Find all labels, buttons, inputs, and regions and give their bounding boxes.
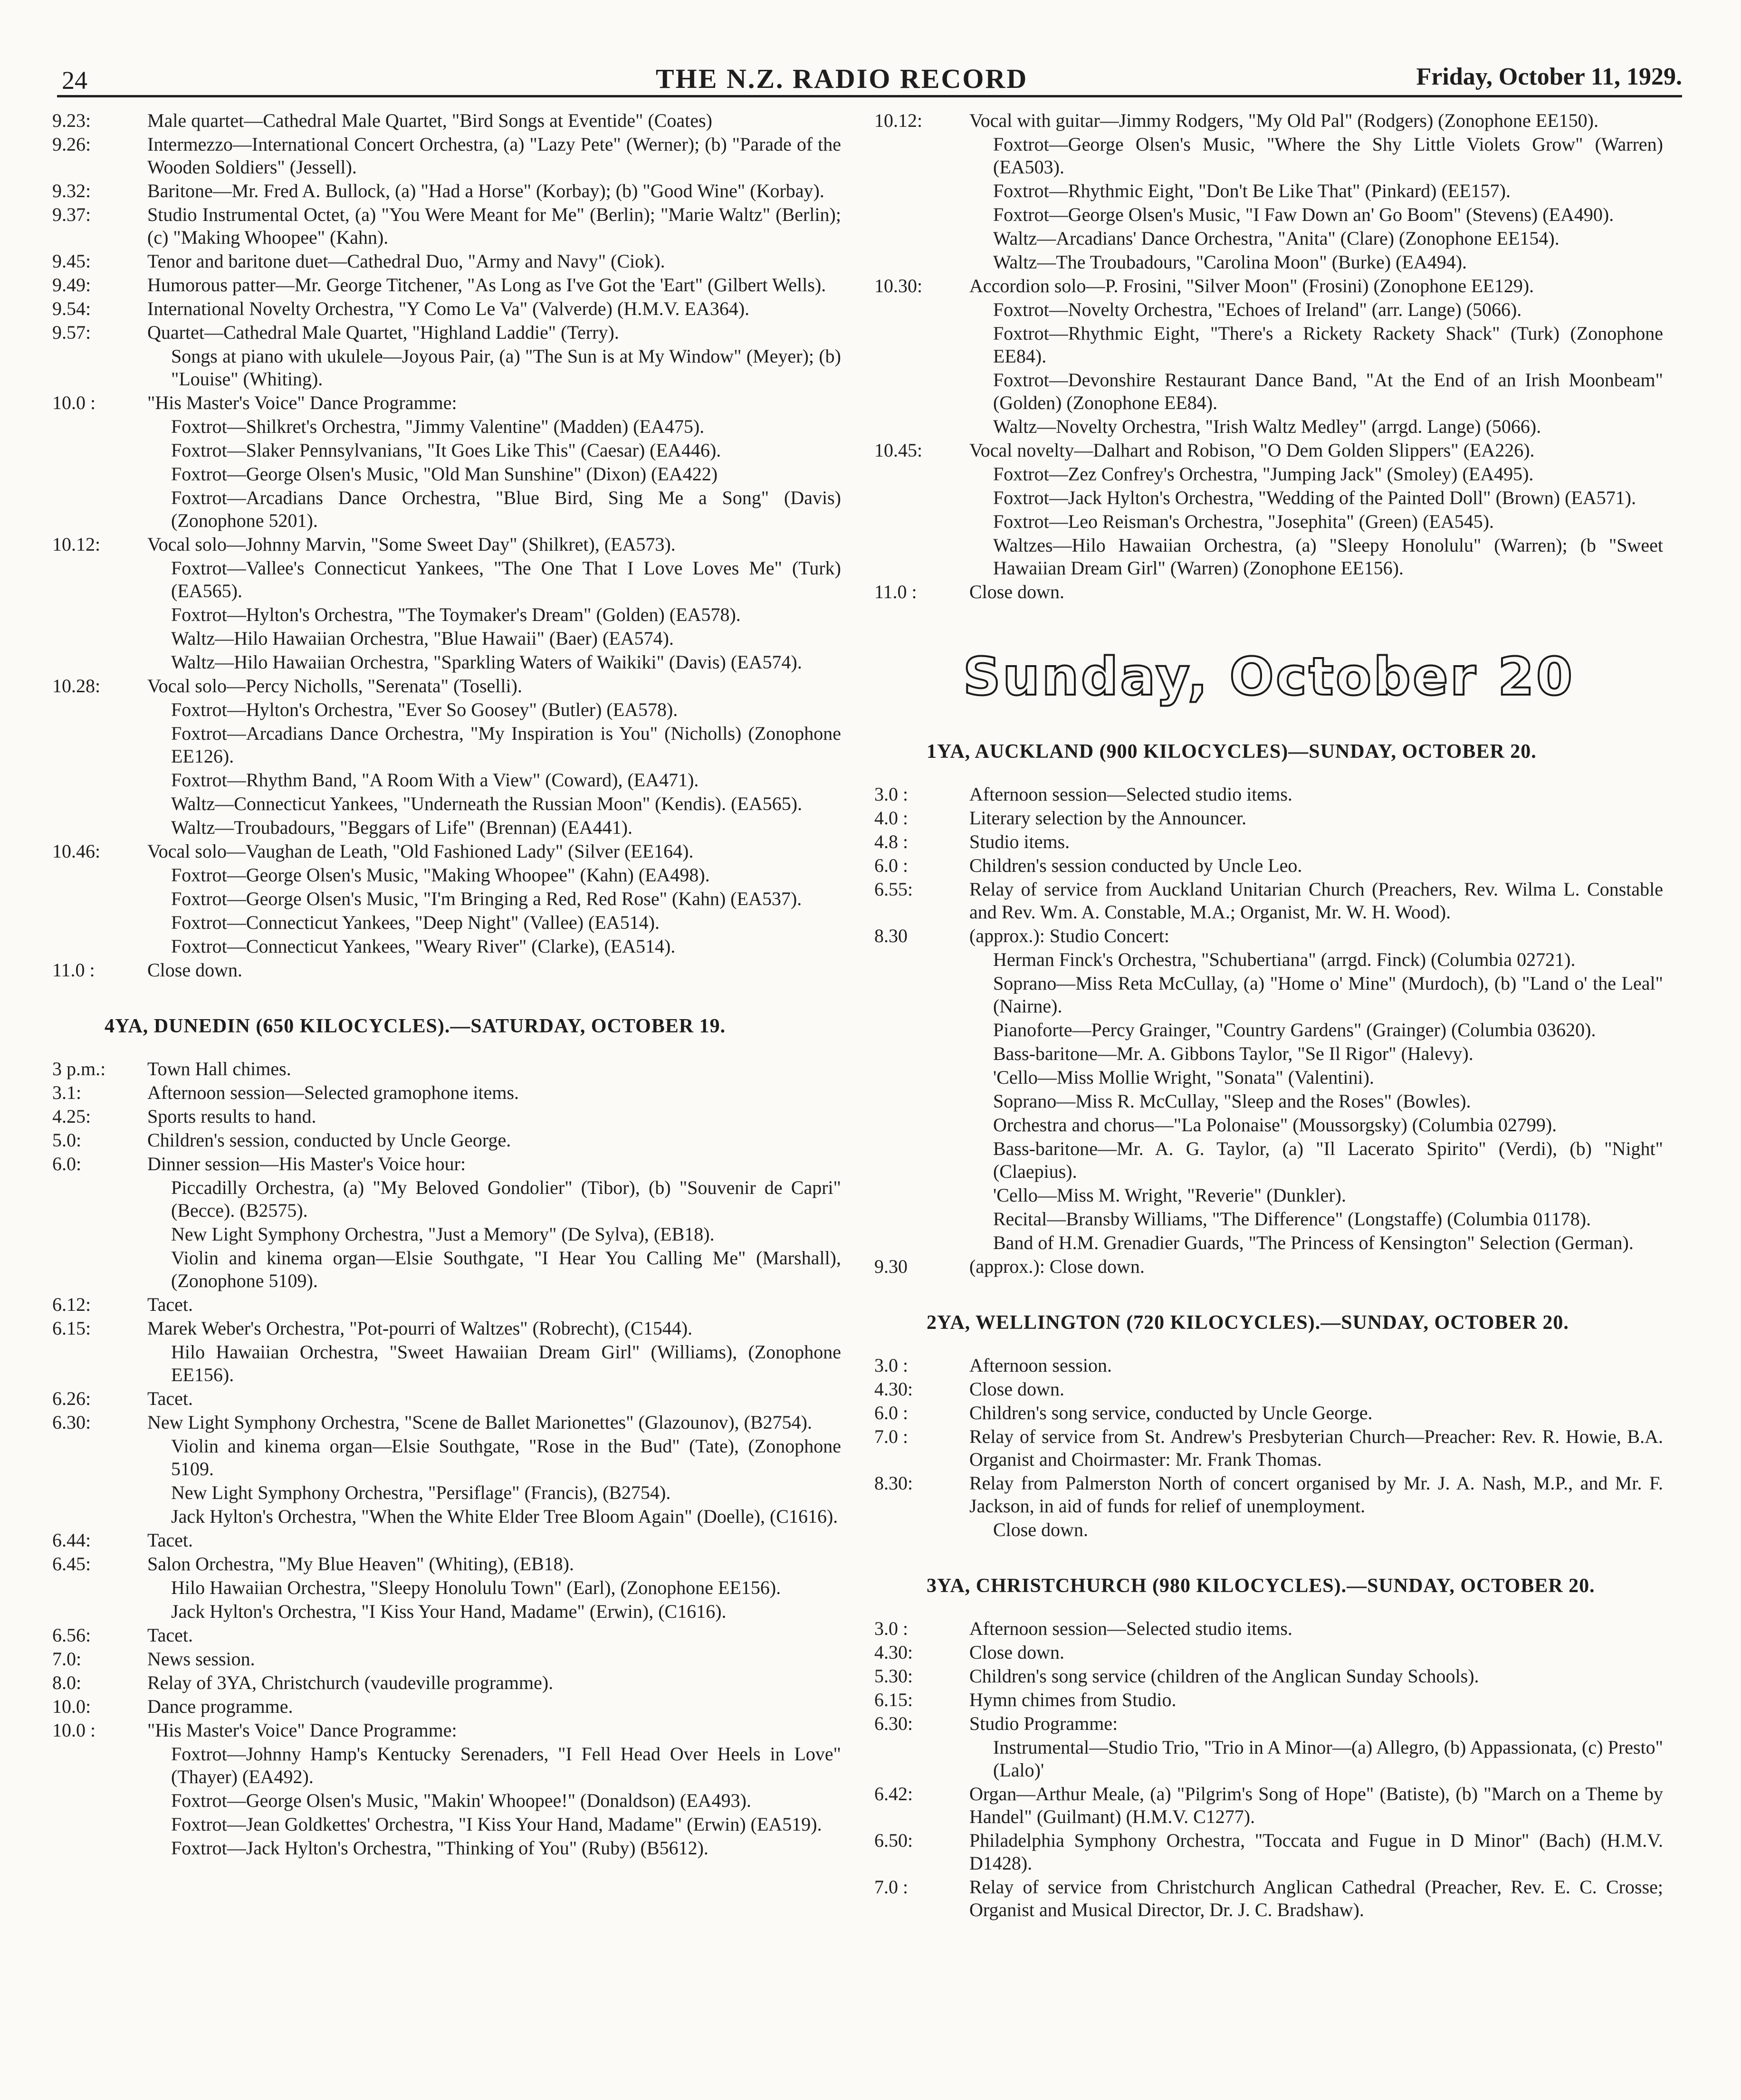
entry-text: Close down.	[147, 959, 242, 981]
entry-text: Dance programme.	[147, 1696, 293, 1717]
programme-entry	[874, 1876, 1663, 1921]
entry-time: 11.0 :	[874, 581, 917, 602]
programme-entry	[52, 1411, 841, 1434]
entry-text: Children's song service (children of the Anglican Sunday Schools).	[969, 1665, 1479, 1687]
programme-subitem: Waltz—Arcadians' Dance Orchestra, "Anita" (Clare) (Zonophone EE154).	[993, 228, 1559, 249]
programme-subitem: Foxtrot—Arcadians Dance Orchestra, "My Inspiration is You" (Nicholls) (Zonophone EE126).	[171, 723, 841, 767]
programme-subitem: Recital—Bransby Williams, "The Difference" (Longstaffe) (Columbia 01178).	[993, 1208, 1591, 1230]
programme-subitem: Foxtrot—George Olsen's Music, "I'm Bringing a Red, Red Rose" (Kahn) (EA537).	[171, 888, 802, 909]
programme-subitem: Waltz—Hilo Hawaiian Orchestra, "Blue Hawaii" (Baer) (EA574).	[171, 628, 674, 649]
programme-subitem: Foxtrot—Hylton's Orchestra, "The Toymaker's Dream" (Golden) (EA578).	[171, 604, 741, 625]
entry-time: 9.26:	[52, 134, 91, 155]
programme-subitem: Jack Hylton's Orchestra, "I Kiss Your Hand, Madame" (Erwin), (C1616).	[171, 1601, 727, 1622]
entry-text: Relay of 3YA, Christchurch (vaudeville programme).	[147, 1672, 554, 1693]
programme-subitem: Foxtrot—Rhythm Band, "A Room With a View" (Coward), (EA471).	[171, 769, 699, 791]
programme-entry	[874, 1425, 1663, 1471]
sunday-heading: Sunday, October 20	[963, 646, 1575, 707]
programme-entry	[874, 925, 1663, 947]
programme-entry	[52, 1387, 841, 1410]
programme-entry	[874, 1255, 1663, 1278]
programme-entry	[52, 1553, 841, 1575]
programme-subitem: 'Cello—Miss M. Wright, "Reverie" (Dunkler).	[993, 1184, 1346, 1206]
programme-subitem: Waltz—Novelty Orchestra, "Irish Waltz Medley" (arrgd. Lange) (5066).	[993, 416, 1541, 437]
programme-entry	[52, 1081, 841, 1104]
entry-text: Vocal with guitar—Jimmy Rodgers, "My Old Pal" (Rodgers) (Zonophone EE150).	[969, 110, 1598, 131]
entry-time: 4.8 :	[874, 831, 909, 852]
programme-entry	[52, 1293, 841, 1316]
programme-subitem: New Light Symphony Orchestra, "Just a Memory" (De Sylva), (EB18).	[171, 1223, 715, 1245]
entry-text: Vocal solo—Vaughan de Leath, "Old Fashioned Lady" (Silver (EE164).	[147, 840, 694, 862]
programme-subitem: Foxtrot—George Olsen's Music, "Old Man Sunshine" (Dixon) (EA422)	[171, 463, 718, 485]
christchurch-list	[874, 1617, 1663, 1921]
entry-time: 4.30:	[874, 1378, 913, 1400]
entry-time: 9.30	[874, 1256, 908, 1277]
auckland-list	[874, 783, 1663, 1278]
programme-subitem: Foxtrot—Shilkret's Orchestra, "Jimmy Valentine" (Madden) (EA475).	[171, 416, 705, 437]
programme-subitem: Foxtrot—Rhythmic Eight, "Don't Be Like That" (Pinkard) (EE157).	[993, 180, 1511, 201]
entry-text: Town Hall chimes.	[147, 1058, 291, 1079]
entry-time: 4.0 :	[874, 807, 909, 829]
saturday-continued-list	[52, 109, 841, 982]
entry-text: Tacet.	[147, 1294, 193, 1315]
programme-subitem: Waltzes—Hilo Hawaiian Orchestra, (a) "Sleepy Honolulu" (Warren); (b "Sweet Hawaiian Dream Girl" (Warren) (Zonophone EE156).	[993, 535, 1663, 579]
programme-subitem: Foxtrot—Jean Goldkettes' Orchestra, "I Kiss Your Hand, Madame" (Erwin) (EA519).	[171, 1814, 822, 1835]
saturday-right-list	[874, 109, 1663, 603]
entry-time: 8.30:	[874, 1472, 913, 1494]
programme-entry	[52, 1105, 841, 1128]
programme-subitem: New Light Symphony Orchestra, "Persiflage" (Francis), (B2754).	[171, 1482, 671, 1503]
entry-text: Sports results to hand.	[147, 1106, 316, 1127]
programme-entry	[874, 1712, 1663, 1735]
publication-title: THE N.Z. RADIO RECORD	[656, 63, 1028, 94]
dunedin-list	[52, 1058, 841, 1860]
entry-text: Tacet.	[147, 1388, 193, 1409]
programme-entry	[874, 1402, 1663, 1424]
entry-time: 6.12:	[52, 1294, 91, 1315]
entry-text: Afternoon session—Selected studio items.	[969, 1618, 1292, 1639]
programme-subitem: Foxtrot—Johnny Hamp's Kentucky Serenaders, "I Fell Head Over Heels in Love" (Thayer) (EA492).	[171, 1743, 841, 1787]
programme-entry	[874, 830, 1663, 853]
programme-entry	[52, 297, 841, 320]
programme-entry	[52, 1058, 841, 1080]
programme-subitem: Foxtrot—Vallee's Connecticut Yankees, "The One That I Love Loves Me" (Turk) (EA565).	[171, 557, 841, 601]
entry-time: 4.25:	[52, 1106, 91, 1127]
programme-subitem: Songs at piano with ukulele—Joyous Pair, (a) "The Sun is at My Window" (Meyer); (b) "Louise" (Whiting).	[171, 345, 841, 390]
programme-subitem: Waltz—Connecticut Yankees, "Underneath the Russian Moon" (Kendis). (EA565).	[171, 793, 803, 814]
entry-text: Accordion solo—P. Frosini, "Silver Moon" (Frosini) (Zonophone EE129).	[969, 275, 1534, 296]
entry-time: 3.0 :	[874, 1618, 909, 1639]
programme-entry	[52, 1671, 841, 1694]
entry-time: 6.15:	[874, 1689, 913, 1710]
programme-subitem: Foxtrot—Hylton's Orchestra, "Ever So Goosey" (Butler) (EA578).	[171, 699, 678, 720]
programme-subitem: Foxtrot—Jack Hylton's Orchestra, "Wedding of the Painted Doll" (Brown) (EA571).	[993, 487, 1636, 508]
entry-time: 3.0 :	[874, 1355, 909, 1376]
entry-time: 9.49:	[52, 274, 91, 296]
entry-time: 8.30	[874, 925, 908, 946]
entry-text: Studio items.	[969, 831, 1070, 852]
entry-text: (approx.): Close down.	[969, 1256, 1145, 1277]
entry-text: Close down.	[969, 581, 1064, 602]
entry-text: Tacet.	[147, 1624, 193, 1646]
station-heading-auckland: 1YA, AUCKLAND (900 KILOCYCLES)—SUNDAY, OCTOBER 20.	[927, 741, 1537, 763]
programme-entry	[52, 1153, 841, 1175]
entry-time: 6.55:	[874, 878, 913, 900]
entry-time: 6.30:	[874, 1713, 913, 1734]
entry-text: Afternoon session—Selected gramophone items.	[147, 1082, 519, 1103]
entry-time: 6.30:	[52, 1412, 91, 1433]
entry-time: 10.30:	[874, 275, 923, 296]
entry-time: 3.0 :	[874, 783, 909, 805]
entry-text: International Novelty Orchestra, "Y Como Le Va" (Valverde) (H.M.V. EA364).	[147, 298, 750, 319]
entry-time: 6.0 :	[874, 855, 909, 876]
programme-subitem: Foxtrot—Jack Hylton's Orchestra, "Thinking of You" (Ruby) (B5612).	[171, 1837, 708, 1859]
programme-entry	[52, 250, 841, 273]
programme-subitem: Herman Finck's Orchestra, "Schubertiana" (arrgd. Finck) (Columbia 02721).	[993, 949, 1576, 970]
entry-text: "His Master's Voice" Dance Programme:	[147, 1719, 457, 1741]
programme-subitem: Foxtrot—Slaker Pennsylvanians, "It Goes Like This" (Caesar) (EA446).	[171, 439, 721, 461]
entry-time: 9.32:	[52, 180, 91, 201]
programme-subitem: Foxtrot—Novelty Orchestra, "Echoes of Ireland" (arr. Lange) (5066).	[993, 299, 1522, 320]
entry-text: Humorous patter—Mr. George Titchener, "As Long as I've Got the 'Eart" (Gilbert Wells).	[147, 274, 826, 296]
left-column	[52, 109, 841, 1861]
entry-text: Afternoon session—Selected studio items.	[969, 783, 1292, 805]
programme-entry	[52, 109, 841, 132]
programme-subitem: Foxtrot—George Olsen's Music, "Making Whoopee" (Kahn) (EA498).	[171, 864, 710, 886]
entry-text: Afternoon session.	[969, 1355, 1112, 1376]
entry-text: Tenor and baritone duet—Cathedral Duo, "Army and Navy" (Ciok).	[147, 250, 665, 272]
entry-time: 6.0 :	[874, 1402, 909, 1423]
entry-time: 11.0 :	[52, 959, 95, 981]
programme-subitem: Jack Hylton's Orchestra, "When the White Elder Tree Bloom Again" (Doelle), (C1616).	[171, 1506, 838, 1527]
entry-text: Close down.	[969, 1642, 1064, 1663]
entry-time: 10.12:	[52, 534, 101, 555]
entry-time: 10.45:	[874, 439, 923, 461]
right-column	[874, 109, 1663, 1922]
station-heading-wellington: 2YA, WELLINGTON (720 KILOCYCLES).—SUNDAY, OCTOBER 20.	[927, 1312, 1569, 1334]
programme-entry	[874, 1829, 1663, 1875]
entry-text: Baritone—Mr. Fred A. Bullock, (a) "Had a Horse" (Korbay); (b) "Good Wine" (Korbay).	[147, 180, 824, 201]
entry-text: Male quartet—Cathedral Male Quartet, "Bird Songs at Eventide" (Coates)	[147, 110, 712, 131]
entry-time: 4.30:	[874, 1642, 913, 1663]
station-heading-dunedin: 4YA, DUNEDIN (650 KILOCYCLES).—SATURDAY, OCTOBER 19.	[105, 1015, 726, 1037]
entry-time: 10.46:	[52, 840, 101, 862]
entry-time: 9.23:	[52, 110, 91, 131]
entry-time: 9.37:	[52, 204, 91, 225]
programme-entry	[874, 783, 1663, 806]
programme-subitem: Foxtrot—Rhythmic Eight, "There's a Rickety Rackety Shack" (Turk) (Zonophone EE84).	[993, 323, 1663, 367]
entry-time: 6.50:	[874, 1830, 913, 1851]
entry-time: 10.0 :	[52, 392, 96, 413]
entry-time: 10.0 :	[52, 1719, 96, 1741]
station-heading-christchurch: 3YA, CHRISTCHURCH (980 KILOCYCLES).—SUNDAY, OCTOBER 20.	[927, 1575, 1595, 1597]
programme-entry	[874, 878, 1663, 924]
programme-entry	[52, 321, 841, 344]
header-rule	[57, 95, 1682, 97]
entry-text: Vocal novelty—Dalhart and Robison, "O Dem Golden Slippers" (EA226).	[969, 439, 1535, 461]
programme-subitem: Foxtrot—Leo Reisman's Orchestra, "Josephita" (Green) (EA545).	[993, 511, 1494, 532]
entry-time: 6.15:	[52, 1317, 91, 1339]
programme-entry	[874, 581, 1663, 603]
page-number: 24	[62, 66, 87, 95]
programme-entry	[52, 959, 841, 982]
entry-text: Dinner session—His Master's Voice hour:	[147, 1153, 466, 1174]
programme-entry	[52, 675, 841, 697]
programme-entry	[52, 1529, 841, 1552]
entry-time: 10.0:	[52, 1696, 91, 1717]
entry-text: Quartet—Cathedral Male Quartet, "Highland Laddie" (Terry).	[147, 322, 619, 343]
programme-subitem: Hilo Hawaiian Orchestra, "Sweet Hawaiian Dream Girl" (Williams), (Zonophone EE156).	[171, 1341, 841, 1385]
programme-entry	[52, 203, 841, 249]
programme-entry	[52, 180, 841, 202]
programme-entry	[874, 807, 1663, 830]
programme-entry	[874, 439, 1663, 462]
entry-time: 3.1:	[52, 1082, 82, 1103]
programme-entry	[874, 1665, 1663, 1688]
programme-subitem: Foxtrot—George Olsen's Music, "Makin' Whoopee!" (Donaldson) (EA493).	[171, 1790, 751, 1811]
entry-time: 7.0 :	[874, 1426, 909, 1447]
entry-text: Relay of service from St. Andrew's Presbyterian Church—Preacher: Rev. R. Howie, B.A. Organist and Choirmaster: Mr. Frank Thomas.	[969, 1426, 1663, 1470]
programme-entry	[52, 1317, 841, 1340]
entry-time: 6.44:	[52, 1529, 91, 1551]
entry-text: Hymn chimes from Studio.	[969, 1689, 1177, 1710]
programme-entry	[874, 275, 1663, 297]
programme-subitem: 'Cello—Miss Mollie Wright, "Sonata" (Valentini).	[993, 1067, 1374, 1088]
entry-text: Relay of service from Christchurch Anglican Cathedral (Preacher, Rev. E. C. Crosse; Organist and Musical Director, Dr. J. C. Bradshaw).	[969, 1876, 1663, 1920]
programme-subitem: Orchestra and chorus—"La Polonaise" (Moussorgsky) (Columbia 02799).	[993, 1114, 1557, 1136]
entry-time: 9.45:	[52, 250, 91, 272]
programme-subitem: Band of H.M. Grenadier Guards, "The Princess of Kensington" Selection (German).	[993, 1232, 1634, 1253]
programme-entry	[874, 1378, 1663, 1401]
programme-entry	[874, 1617, 1663, 1640]
programme-subitem: Pianoforte—Percy Grainger, "Country Gardens" (Grainger) (Columbia 03620).	[993, 1019, 1596, 1040]
entry-time: 5.0:	[52, 1129, 82, 1151]
programme-entry	[874, 109, 1663, 132]
entry-text: New Light Symphony Orchestra, "Scene de Ballet Marionettes" (Glazounov), (B2754).	[147, 1412, 812, 1433]
programme-subitem: Bass-baritone—Mr. A. Gibbons Taylor, "Se Il Rigor" (Halevy).	[993, 1043, 1473, 1064]
entry-text: Studio Programme:	[969, 1713, 1118, 1734]
entry-text: Children's session conducted by Uncle Leo.	[969, 855, 1302, 876]
entry-time: 6.42:	[874, 1783, 913, 1804]
entry-text: Organ—Arthur Meale, (a) "Pilgrim's Song of Hope" (Batiste), (b) "March on a Theme by Handel" (Guilmant) (H.M.V. C1277).	[969, 1783, 1663, 1827]
entry-time: 8.0:	[52, 1672, 82, 1693]
programme-subitem: Violin and kinema organ—Elsie Southgate, "I Hear You Calling Me" (Marshall), (Zonophone 5109).	[171, 1247, 841, 1291]
entry-text: News session.	[147, 1648, 255, 1670]
programme-subitem: Instrumental—Studio Trio, "Trio in A Minor—(a) Allegro, (b) Appassionata, (c) Presto" (Lalo)'	[993, 1737, 1663, 1781]
entry-time: 7.0:	[52, 1648, 82, 1670]
entry-text: Studio Instrumental Octet, (a) "You Were Meant for Me" (Berlin); "Marie Waltz" (Berlin); (c) "Making Whoopee" (Kahn).	[147, 204, 841, 248]
programme-subitem: Violin and kinema organ—Elsie Southgate, "Rose in the Bud" (Tate), (Zonophone 5109.	[171, 1435, 841, 1480]
programme-subitem: Hilo Hawaiian Orchestra, "Sleepy Honolulu Town" (Earl), (Zonophone EE156).	[171, 1577, 781, 1598]
entry-text: Children's song service, conducted by Uncle George.	[969, 1402, 1373, 1423]
programme-entry	[52, 274, 841, 296]
entry-time: 9.57:	[52, 322, 91, 343]
entry-text: Marek Weber's Orchestra, "Pot-pourri of Waltzes" (Robrecht), (C1544).	[147, 1317, 693, 1339]
programme-subitem: Foxtrot—George Olsen's Music, "I Faw Down an' Go Boom" (Stevens) (EA490).	[993, 204, 1614, 225]
entry-time: 5.30:	[874, 1665, 913, 1687]
entry-time: 9.54:	[52, 298, 91, 319]
programme-entry	[52, 391, 841, 414]
programme-subitem: Soprano—Miss R. McCullay, "Sleep and the Roses" (Bowles).	[993, 1090, 1471, 1112]
entry-text: Children's session, conducted by Uncle George.	[147, 1129, 511, 1151]
programme-entry	[52, 1719, 841, 1742]
programme-subitem: Close down.	[993, 1519, 1088, 1540]
entry-time: 6.0:	[52, 1153, 82, 1174]
entry-time: 10.12:	[874, 110, 923, 131]
programme-subitem: Foxtrot—Arcadians Dance Orchestra, "Blue Bird, Sing Me a Song" (Davis) (Zonophone 5201).	[171, 487, 841, 531]
programme-entry	[52, 1695, 841, 1718]
entry-text: (approx.): Studio Concert:	[969, 925, 1170, 946]
wellington-list	[874, 1354, 1663, 1541]
entry-time: 3 p.m.:	[52, 1058, 106, 1079]
entry-text: Salon Orchestra, "My Blue Heaven" (Whiting), (EB18).	[147, 1553, 574, 1575]
programme-entry	[874, 1641, 1663, 1664]
programme-subitem: Bass-baritone—Mr. A. G. Taylor, (a) "Il Lacerato Spirito" (Verdi), (b) "Night" (Claepius).	[993, 1138, 1663, 1182]
entry-time: 10.28:	[52, 675, 101, 697]
entry-text: Intermezzo—International Concert Orchestra, (a) "Lazy Pete" (Werner); (b) "Parade of the Wooden Soldiers" (Jessell).	[147, 134, 841, 178]
entry-text: Tacet.	[147, 1529, 193, 1551]
programme-subitem: Foxtrot—George Olsen's Music, "Where the Shy Little Violets Grow" (Warren) (EA503).	[993, 134, 1663, 178]
entry-time: 6.56:	[52, 1624, 91, 1646]
programme-entry	[874, 854, 1663, 877]
entry-time: 6.26:	[52, 1388, 91, 1409]
entry-time: 7.0 :	[874, 1876, 909, 1898]
entry-text: Vocal solo—Percy Nicholls, "Serenata" (Toselli).	[147, 675, 522, 697]
entry-text: Philadelphia Symphony Orchestra, "Toccata and Fugue in D Minor" (Bach) (H.M.V. D1428).	[969, 1830, 1663, 1874]
programme-entry	[52, 840, 841, 863]
programme-subitem: Soprano—Miss Reta McCullay, (a) "Home o' Mine" (Murdoch), (b) "Land o' the Leal" (Nairne).	[993, 973, 1663, 1017]
programme-entry	[874, 1689, 1663, 1711]
entry-text: "His Master's Voice" Dance Programme:	[147, 392, 457, 413]
programme-entry	[874, 1472, 1663, 1518]
programme-subitem: Foxtrot—Connecticut Yankees, "Weary River" (Clarke), (EA514).	[171, 935, 676, 957]
entry-text: Relay from Palmerston North of concert organised by Mr. J. A. Nash, M.P., and Mr. F. Jackson, in aid of funds for relief of unemployment.	[969, 1472, 1663, 1517]
programme-subitem: Foxtrot—Zez Confrey's Orchestra, "Jumping Jack" (Smoley) (EA495).	[993, 463, 1534, 485]
programme-entry	[52, 133, 841, 179]
programme-subitem: Piccadilly Orchestra, (a) "My Beloved Gondolier" (Tibor), (b) "Souvenir de Capri" (Becce). (B2575).	[171, 1177, 841, 1221]
programme-subitem: Foxtrot—Devonshire Restaurant Dance Band, "At the End of an Irish Moonbeam" (Golden) (Zonophone EE84).	[993, 369, 1663, 413]
programme-entry	[874, 1354, 1663, 1377]
entry-text: Vocal solo—Johnny Marvin, "Some Sweet Day" (Shilkret), (EA573).	[147, 534, 676, 555]
programme-entry	[52, 1624, 841, 1647]
programme-entry	[52, 1648, 841, 1670]
entry-text: Literary selection by the Announcer.	[969, 807, 1247, 829]
programme-entry	[52, 1129, 841, 1152]
programme-subitem: Waltz—Hilo Hawaiian Orchestra, "Sparkling Waters of Waikiki" (Davis) (EA574).	[171, 651, 802, 673]
programme-entry	[52, 533, 841, 556]
entry-text: Close down.	[969, 1378, 1064, 1400]
entry-time: 6.45:	[52, 1553, 91, 1575]
entry-text: Relay of service from Auckland Unitarian Church (Preachers, Rev. Wilma L. Constable and Rev. Wm. A. Constable, M.A.; Organist, Mr. W. H. Wood).	[969, 878, 1663, 923]
programme-entry	[874, 1783, 1663, 1828]
programme-subitem: Waltz—Troubadours, "Beggars of Life" (Brennan) (EA441).	[171, 817, 633, 838]
issue-date: Friday, October 11, 1929.	[1416, 63, 1682, 90]
page-header	[57, 57, 1682, 105]
programme-subitem: Waltz—The Troubadours, "Carolina Moon" (Burke) (EA494).	[993, 251, 1467, 273]
programme-subitem: Foxtrot—Connecticut Yankees, "Deep Night" (Vallee) (EA514).	[171, 912, 660, 933]
